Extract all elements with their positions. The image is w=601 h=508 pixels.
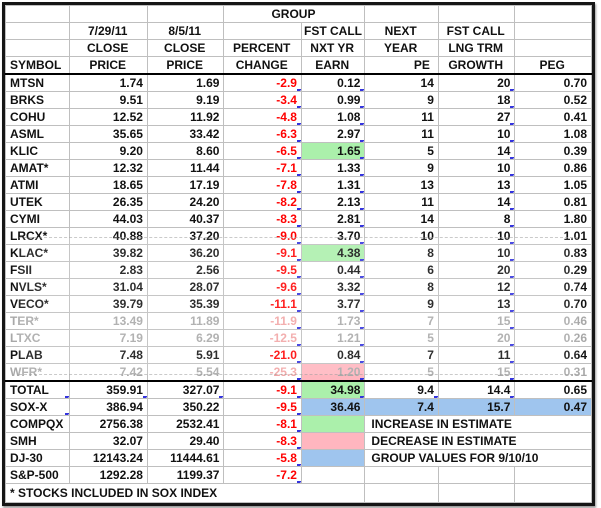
cell-peg[interactable]: 1.05 <box>515 177 592 194</box>
cell-peg[interactable]: 0.64 <box>515 347 592 364</box>
cell-earn[interactable]: 4.38 <box>301 245 364 262</box>
cell-pe[interactable]: 13 <box>365 177 438 194</box>
cell-peg[interactable]: 0.83 <box>515 245 592 262</box>
row-atmi <box>6 177 592 194</box>
cell-chg[interactable]: -21.0 <box>224 347 302 364</box>
cell-peg[interactable]: 0.74 <box>515 279 592 296</box>
cell-p2[interactable]: 327.07 <box>147 381 224 399</box>
header-cell-blank[interactable] <box>438 6 515 23</box>
header-cell-blank[interactable] <box>365 6 438 23</box>
stock-table <box>5 5 592 503</box>
cell-p1[interactable]: 12.32 <box>70 160 148 177</box>
cell-sym[interactable]: ASML <box>6 126 70 143</box>
cell-earn[interactable]: 0.44 <box>301 262 364 279</box>
header-cell-blank[interactable] <box>147 6 224 23</box>
cell-chg[interactable]: -8.2 <box>224 194 302 211</box>
header-row-labels <box>6 57 592 75</box>
cell-earn[interactable] <box>301 416 364 433</box>
cell-peg[interactable]: 0.41 <box>515 109 592 126</box>
cell-gr[interactable]: 14.4 <box>438 381 515 399</box>
cell-p1[interactable]: 26.35 <box>70 194 148 211</box>
cell-p2[interactable]: 8.60 <box>147 143 224 160</box>
cell-peg[interactable]: 0.70 <box>515 74 592 92</box>
header-cell-growth[interactable]: FST CALL <box>438 23 515 40</box>
cell-chg[interactable]: -6.5 <box>224 143 302 160</box>
cell-sym[interactable]: S&P-500 <box>6 467 70 484</box>
cell-sym[interactable]: TER* <box>6 313 70 330</box>
cell-pe[interactable]: 9.4 <box>365 381 438 399</box>
cell-chg[interactable]: -7.1 <box>224 160 302 177</box>
header-cell-price2[interactable]: PRICE <box>147 57 224 75</box>
cell-p1[interactable]: 9.51 <box>70 92 148 109</box>
row-veco <box>6 296 592 313</box>
cell-gr[interactable]: 20 <box>438 74 515 92</box>
cell-p2[interactable]: 11.92 <box>147 109 224 126</box>
cell-sym[interactable]: VECO* <box>6 296 70 313</box>
cell-pe[interactable]: 9 <box>365 296 438 313</box>
cell-sym[interactable]: COMPQX <box>6 416 70 433</box>
cell-p1[interactable]: 1292.28 <box>70 467 148 484</box>
header-cell-date2[interactable]: 8/5/11 <box>147 23 224 40</box>
cell-sym[interactable]: COHU <box>6 109 70 126</box>
cell-chg[interactable]: -8.3 <box>224 433 302 450</box>
cell-p1[interactable]: 39.79 <box>70 296 148 313</box>
row-ltxc <box>6 330 592 347</box>
cell-sym[interactable]: UTEK <box>6 194 70 211</box>
cell-earn[interactable]: 3.77 <box>301 296 364 313</box>
cell-gr[interactable] <box>438 467 515 484</box>
cell-earn[interactable] <box>301 450 364 467</box>
cell-p1[interactable]: 40.88 <box>70 228 148 245</box>
row-compqx <box>6 416 592 433</box>
cell-sym[interactable]: TOTAL <box>6 381 70 399</box>
cell-sym[interactable]: NVLS* <box>6 279 70 296</box>
cell-chg[interactable]: -8.3 <box>224 211 302 228</box>
cell-gr[interactable]: 14 <box>438 194 515 211</box>
cell-p2[interactable]: 11.89 <box>147 313 224 330</box>
row-dj30 <box>6 450 592 467</box>
cell-chg[interactable]: -9.1 <box>224 245 302 262</box>
cell-pe[interactable]: 9 <box>365 160 438 177</box>
legend-label[interactable]: GROUP VALUES FOR 9/10/10 <box>365 450 592 467</box>
cell-peg[interactable]: 0.46 <box>515 313 592 330</box>
cell-chg[interactable]: -9.5 <box>224 399 302 416</box>
cell-gr[interactable]: 15.7 <box>438 399 515 416</box>
cell-p2[interactable]: 17.19 <box>147 177 224 194</box>
header-cell-pe-label[interactable]: PE <box>365 57 438 75</box>
cell-pe[interactable]: 11 <box>365 109 438 126</box>
cell-chg[interactable]: -9.1 <box>224 381 302 399</box>
row-smh <box>6 433 592 450</box>
header-cell-date1[interactable]: 7/29/11 <box>70 23 148 40</box>
cell-p1[interactable]: 39.82 <box>70 245 148 262</box>
cell-p2[interactable]: 6.29 <box>147 330 224 347</box>
row-total <box>6 381 592 399</box>
cell-peg[interactable]: 0.47 <box>515 399 592 416</box>
header-cell-year[interactable]: YEAR <box>365 40 438 57</box>
cell-earn[interactable]: 36.46 <box>301 399 364 416</box>
cell-peg[interactable]: 0.29 <box>515 262 592 279</box>
header-cell-change[interactable] <box>224 23 302 40</box>
cell-p1[interactable]: 13.49 <box>70 313 148 330</box>
cell-sym[interactable]: SOX-X <box>6 399 70 416</box>
cell-p1[interactable]: 32.07 <box>70 433 148 450</box>
cell-sym[interactable]: DJ-30 <box>6 450 70 467</box>
cell-sym[interactable]: ATMI <box>6 177 70 194</box>
legend-label[interactable]: INCREASE IN ESTIMATE <box>365 416 592 433</box>
cell-p2[interactable]: 1199.37 <box>147 467 224 484</box>
cell-pe[interactable]: 5 <box>365 330 438 347</box>
group-title[interactable]: GROUP <box>224 6 365 23</box>
header-row-group <box>6 6 592 23</box>
cell-pe[interactable]: 14 <box>365 74 438 92</box>
cell-pe[interactable]: 10 <box>365 228 438 245</box>
cell-gr[interactable]: 27 <box>438 109 515 126</box>
cell-p2[interactable]: 11444.61 <box>147 450 224 467</box>
cell-peg[interactable]: 0.26 <box>515 330 592 347</box>
cell-p1[interactable]: 9.20 <box>70 143 148 160</box>
cell-chg[interactable]: -9.6 <box>224 279 302 296</box>
cell-earn[interactable]: 3.32 <box>301 279 364 296</box>
cell-p1[interactable]: 44.03 <box>70 211 148 228</box>
row-klac <box>6 245 592 262</box>
header-cell-earn[interactable]: FST CALL <box>301 23 364 40</box>
cell-chg[interactable]: -8.1 <box>224 416 302 433</box>
cell-peg[interactable]: 0.31 <box>515 364 592 382</box>
row-soxx <box>6 399 592 416</box>
cell-pe[interactable]: 11 <box>365 126 438 143</box>
row-fsii <box>6 262 592 279</box>
row-mtsn <box>6 74 592 92</box>
cell-p2[interactable]: 35.39 <box>147 296 224 313</box>
cell-p1[interactable]: 35.65 <box>70 126 148 143</box>
header-cell-earn-label[interactable]: EARN <box>301 57 364 75</box>
cell-sym[interactable]: LTXC <box>6 330 70 347</box>
cell-p2[interactable]: 37.20 <box>147 228 224 245</box>
header-cell-peg[interactable] <box>515 23 592 40</box>
cell-gr[interactable]: 20 <box>438 330 515 347</box>
cell-p2[interactable]: 5.54 <box>147 364 224 382</box>
row-cohu <box>6 109 592 126</box>
cell-p1[interactable]: 18.65 <box>70 177 148 194</box>
row-ter <box>6 313 592 330</box>
cell-chg[interactable]: -4.8 <box>224 109 302 126</box>
cell-peg[interactable]: 1.80 <box>515 211 592 228</box>
cell-earn[interactable]: 1.65 <box>301 143 364 160</box>
header-cell-close1[interactable]: CLOSE <box>70 40 148 57</box>
header-cell-close2[interactable]: CLOSE <box>147 40 224 57</box>
cell-p2[interactable]: 29.40 <box>147 433 224 450</box>
cell-pe[interactable]: 7 <box>365 313 438 330</box>
cell-p2[interactable]: 9.19 <box>147 92 224 109</box>
cell-chg[interactable]: -11.9 <box>224 313 302 330</box>
cell-earn[interactable]: 1.73 <box>301 313 364 330</box>
cell-gr[interactable]: 11 <box>438 347 515 364</box>
cell-chg[interactable]: -7.8 <box>224 177 302 194</box>
cell-gr[interactable]: 10 <box>438 228 515 245</box>
cell-gr[interactable]: 10 <box>438 126 515 143</box>
cell-earn[interactable]: 1.20 <box>301 364 364 382</box>
table-body <box>6 74 592 484</box>
cell-pe[interactable] <box>365 467 438 484</box>
cell-p1[interactable]: 12.52 <box>70 109 148 126</box>
cell-pe[interactable]: 7.4 <box>365 399 438 416</box>
cell-chg[interactable]: -9.5 <box>224 262 302 279</box>
row-wfr <box>6 364 592 382</box>
footer-cell-blank[interactable] <box>438 484 515 503</box>
row-cymi <box>6 211 592 228</box>
cell-pe[interactable]: 5 <box>365 143 438 160</box>
header-cell-price1[interactable]: PRICE <box>70 57 148 75</box>
cell-p2[interactable]: 28.07 <box>147 279 224 296</box>
cell-pe[interactable]: 6 <box>365 262 438 279</box>
cell-p1[interactable]: 12143.24 <box>70 450 148 467</box>
footer-cell-blank[interactable] <box>365 484 438 503</box>
cell-peg[interactable]: 0.65 <box>515 381 592 399</box>
cell-earn[interactable]: 0.99 <box>301 92 364 109</box>
cell-gr[interactable]: 15 <box>438 313 515 330</box>
cell-earn[interactable]: 2.97 <box>301 126 364 143</box>
cell-gr[interactable]: 13 <box>438 296 515 313</box>
cell-peg[interactable]: 0.52 <box>515 92 592 109</box>
cell-p1[interactable]: 359.91 <box>70 381 148 399</box>
row-asml <box>6 126 592 143</box>
legend-label[interactable]: DECREASE IN ESTIMATE <box>365 433 592 450</box>
header-cell-blank[interactable] <box>70 6 148 23</box>
cell-p1[interactable]: 2.83 <box>70 262 148 279</box>
cell-earn[interactable]: 1.08 <box>301 109 364 126</box>
cell-sym[interactable]: PLAB <box>6 347 70 364</box>
cell-earn[interactable] <box>301 433 364 450</box>
table-header <box>6 6 592 75</box>
cell-p1[interactable]: 2756.38 <box>70 416 148 433</box>
cell-gr[interactable]: 10 <box>438 245 515 262</box>
cell-chg[interactable]: -12.5 <box>224 330 302 347</box>
table-footer <box>6 484 592 503</box>
header-cell-blank[interactable] <box>515 6 592 23</box>
cell-pe[interactable]: 5 <box>365 364 438 382</box>
cell-p2[interactable]: 36.20 <box>147 245 224 262</box>
header-cell-percent[interactable]: PERCENT <box>224 40 302 57</box>
cell-p2[interactable]: 11.44 <box>147 160 224 177</box>
header-row-dates <box>6 23 592 40</box>
cell-peg[interactable]: 1.08 <box>515 126 592 143</box>
cell-sym[interactable]: MTSN <box>6 74 70 92</box>
header-cell-nxtyr[interactable]: NXT YR <box>301 40 364 57</box>
cell-sym[interactable]: WFR* <box>6 364 70 382</box>
row-sp500 <box>6 467 592 484</box>
header-cell-symbol-label[interactable]: SYMBOL <box>6 57 70 75</box>
cell-sym[interactable]: SMH <box>6 433 70 450</box>
cell-gr[interactable]: 14 <box>438 143 515 160</box>
cell-peg[interactable]: 0.86 <box>515 160 592 177</box>
cell-peg[interactable]: 0.70 <box>515 296 592 313</box>
cell-chg[interactable]: -25.3 <box>224 364 302 382</box>
cell-chg[interactable]: -7.2 <box>224 467 302 484</box>
cell-earn[interactable]: 2.81 <box>301 211 364 228</box>
header-row-mid <box>6 40 592 57</box>
cell-gr[interactable]: 18 <box>438 92 515 109</box>
cell-p1[interactable]: 7.19 <box>70 330 148 347</box>
row-amat <box>6 160 592 177</box>
cell-peg[interactable] <box>515 467 592 484</box>
cell-pe[interactable]: 14 <box>365 211 438 228</box>
header-cell-pe[interactable]: NEXT <box>365 23 438 40</box>
cell-p1[interactable]: 1.74 <box>70 74 148 92</box>
cell-earn[interactable]: 1.33 <box>301 160 364 177</box>
cell-p2[interactable]: 1.69 <box>147 74 224 92</box>
header-cell-lngtrm[interactable]: LNG TRM <box>438 40 515 57</box>
cell-sym[interactable]: KLAC* <box>6 245 70 262</box>
cell-chg[interactable]: -6.3 <box>224 126 302 143</box>
header-cell-symbol[interactable] <box>6 23 70 40</box>
footer-cell-blank[interactable] <box>515 484 592 503</box>
cell-chg[interactable]: -9.0 <box>224 228 302 245</box>
cell-earn[interactable]: 2.13 <box>301 194 364 211</box>
cell-earn[interactable]: 3.70 <box>301 228 364 245</box>
cell-gr[interactable]: 12 <box>438 279 515 296</box>
row-plab <box>6 347 592 364</box>
footer-row <box>6 484 592 503</box>
cell-p1[interactable]: 386.94 <box>70 399 148 416</box>
cell-chg[interactable]: -11.1 <box>224 296 302 313</box>
cell-earn[interactable]: 1.31 <box>301 177 364 194</box>
row-utek <box>6 194 592 211</box>
cell-pe[interactable]: 8 <box>365 279 438 296</box>
cell-p2[interactable]: 24.20 <box>147 194 224 211</box>
cell-pe[interactable]: 9 <box>365 92 438 109</box>
cell-p2[interactable]: 40.37 <box>147 211 224 228</box>
cell-sym[interactable]: FSII <box>6 262 70 279</box>
cell-sym[interactable]: BRKS <box>6 92 70 109</box>
cell-p2[interactable]: 2532.41 <box>147 416 224 433</box>
cell-peg[interactable]: 0.39 <box>515 143 592 160</box>
cell-earn[interactable]: 0.12 <box>301 74 364 92</box>
header-cell-blank[interactable] <box>515 40 592 57</box>
cell-earn[interactable] <box>301 467 364 484</box>
cell-sym[interactable]: KLIC <box>6 143 70 160</box>
cell-p1[interactable]: 7.42 <box>70 364 148 382</box>
row-brks <box>6 92 592 109</box>
header-cell-change-label[interactable]: CHANGE <box>224 57 302 75</box>
cell-chg[interactable]: -2.9 <box>224 74 302 92</box>
cell-sym[interactable]: LRCX* <box>6 228 70 245</box>
cell-p1[interactable]: 31.04 <box>70 279 148 296</box>
cell-gr[interactable]: 10 <box>438 160 515 177</box>
cell-gr[interactable]: 15 <box>438 364 515 382</box>
cell-p1[interactable]: 7.48 <box>70 347 148 364</box>
cell-gr[interactable]: 8 <box>438 211 515 228</box>
stock-spreadsheet <box>2 2 595 506</box>
cell-p2[interactable]: 2.56 <box>147 262 224 279</box>
cell-peg[interactable]: 0.81 <box>515 194 592 211</box>
cell-p2[interactable]: 350.22 <box>147 399 224 416</box>
header-cell-growth-label[interactable]: GROWTH <box>438 57 515 75</box>
cell-sym[interactable]: CYMI <box>6 211 70 228</box>
cell-peg[interactable]: 1.01 <box>515 228 592 245</box>
cell-chg[interactable]: -3.4 <box>224 92 302 109</box>
cell-sym[interactable]: AMAT* <box>6 160 70 177</box>
cell-gr[interactable]: 20 <box>438 262 515 279</box>
row-nvls <box>6 279 592 296</box>
cell-earn[interactable]: 34.98 <box>301 381 364 399</box>
cell-chg[interactable]: -5.8 <box>224 450 302 467</box>
cell-earn[interactable]: 1.21 <box>301 330 364 347</box>
row-klic <box>6 143 592 160</box>
cell-p2[interactable]: 5.91 <box>147 347 224 364</box>
cell-pe[interactable]: 7 <box>365 347 438 364</box>
cell-p2[interactable]: 33.42 <box>147 126 224 143</box>
cell-earn[interactable]: 0.84 <box>301 347 364 364</box>
header-cell-blank[interactable] <box>6 6 70 23</box>
cell-gr[interactable]: 13 <box>438 177 515 194</box>
header-cell-peg-label[interactable]: PEG <box>515 57 592 75</box>
header-cell-symbol[interactable] <box>6 40 70 57</box>
cell-pe[interactable]: 11 <box>365 194 438 211</box>
footer-note[interactable]: * STOCKS INCLUDED IN SOX INDEX <box>6 484 365 503</box>
row-lrcx <box>6 228 592 245</box>
cell-pe[interactable]: 8 <box>365 245 438 262</box>
